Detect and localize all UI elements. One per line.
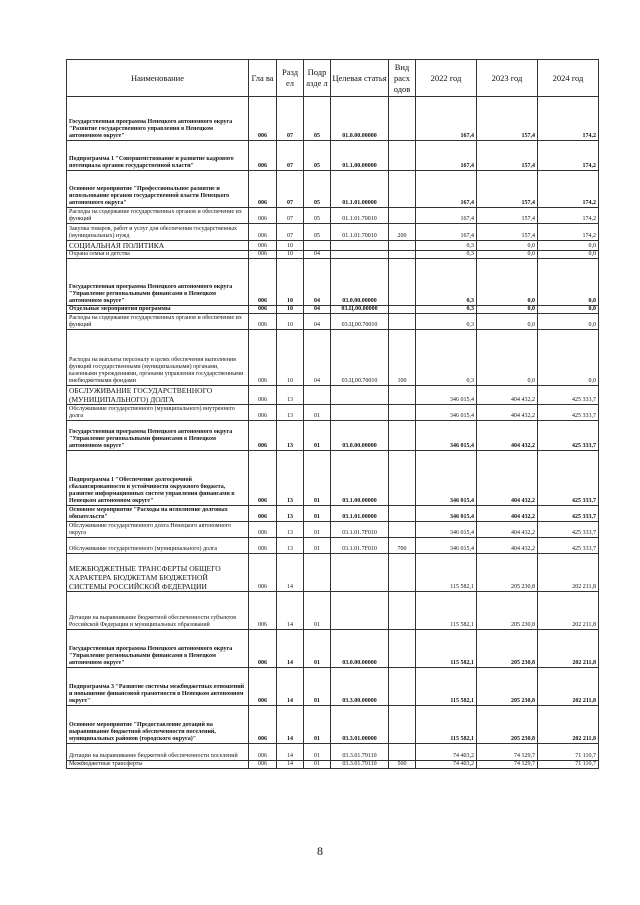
cell-y2024: 425 333,7 bbox=[538, 522, 599, 538]
cell-y2023: 0,0 bbox=[477, 306, 538, 314]
cell-y2024: 0,0 bbox=[538, 259, 599, 306]
cell-razdel: 14 bbox=[277, 744, 304, 761]
cell-y2024: 0,0 bbox=[538, 241, 599, 251]
header-razdel: Разд ел bbox=[277, 60, 304, 97]
cell-razdel: 14 bbox=[277, 668, 304, 706]
cell-podrazdel: 01 bbox=[304, 405, 331, 421]
cell-y2022: 167,4 bbox=[416, 97, 477, 141]
cell-glava: 006 bbox=[249, 761, 277, 769]
header-name: Наименование bbox=[67, 60, 249, 97]
cell-razdel: 10 bbox=[277, 330, 304, 386]
cell-y2022: 0,3 bbox=[416, 241, 477, 251]
cell-vid bbox=[389, 259, 416, 306]
table-row bbox=[67, 630, 599, 668]
table-row bbox=[67, 522, 599, 538]
cell-vid bbox=[389, 554, 416, 592]
cell-y2024: 202 211,8 bbox=[538, 706, 599, 744]
cell-glava: 006 bbox=[249, 522, 277, 538]
table-row bbox=[67, 241, 599, 251]
cell-podrazdel: 01 bbox=[304, 744, 331, 761]
cell-y2022: 167,4 bbox=[416, 171, 477, 208]
cell-y2022: 167,4 bbox=[416, 224, 477, 241]
cell-y2024: 425 333,7 bbox=[538, 506, 599, 522]
table-row bbox=[67, 386, 599, 405]
cell-razdel: 10 bbox=[277, 306, 304, 314]
cell-y2023: 157,4 bbox=[477, 171, 538, 208]
cell-y2023: 404 432,2 bbox=[477, 538, 538, 554]
cell-podrazdel: 01 bbox=[304, 592, 331, 630]
cell-y2023: 157,4 bbox=[477, 141, 538, 171]
cell-razdel: 10 bbox=[277, 259, 304, 306]
cell-vid bbox=[389, 668, 416, 706]
table-row bbox=[67, 744, 599, 761]
table-row bbox=[67, 706, 599, 744]
cell-target: 03.0.00.00000 bbox=[331, 630, 389, 668]
cell-podrazdel bbox=[304, 386, 331, 405]
cell-razdel: 13 bbox=[277, 421, 304, 451]
cell-vid bbox=[389, 97, 416, 141]
cell-glava: 006 bbox=[249, 224, 277, 241]
cell-name: Подпрограмма 1 "Совершенствование и развитие кадрового потенциала органов государственной власти" bbox=[67, 141, 249, 171]
cell-y2022: 0,3 bbox=[416, 314, 477, 330]
cell-vid: 500 bbox=[389, 761, 416, 769]
cell-glava: 006 bbox=[249, 306, 277, 314]
cell-vid: 200 bbox=[389, 224, 416, 241]
cell-target bbox=[331, 592, 389, 630]
cell-glava: 006 bbox=[249, 744, 277, 761]
cell-y2023: 404 432,2 bbox=[477, 405, 538, 421]
cell-vid bbox=[389, 592, 416, 630]
cell-name: Основное мероприятие "Предоставление дотаций на выравнивание бюджетной обеспеченности поселений, муниципальных районов (городского округа)" bbox=[67, 706, 249, 744]
cell-name: Подпрограмма 3 "Развитие системы межбюджетных отношений и повышение финансовой грамотности в Ненецком автономном округе" bbox=[67, 668, 249, 706]
cell-y2024: 174,2 bbox=[538, 171, 599, 208]
header-2024: 2024 год bbox=[538, 60, 599, 97]
cell-y2022: 115 582,1 bbox=[416, 554, 477, 592]
table-header-row bbox=[67, 60, 599, 97]
cell-glava: 006 bbox=[249, 208, 277, 224]
cell-vid bbox=[389, 744, 416, 761]
cell-name: Расходы на содержание государственных органов и обеспечение их функций bbox=[67, 208, 249, 224]
table-row bbox=[67, 330, 599, 386]
cell-y2022: 346 015,4 bbox=[416, 405, 477, 421]
table-row bbox=[67, 97, 599, 141]
cell-target: 03.3.01.00000 bbox=[331, 706, 389, 744]
cell-y2023: 205 230,8 bbox=[477, 706, 538, 744]
cell-vid bbox=[389, 522, 416, 538]
cell-razdel: 14 bbox=[277, 761, 304, 769]
cell-razdel: 07 bbox=[277, 224, 304, 241]
cell-y2023: 404 432,2 bbox=[477, 386, 538, 405]
cell-glava: 006 bbox=[249, 706, 277, 744]
table-row bbox=[67, 405, 599, 421]
cell-vid bbox=[389, 251, 416, 259]
cell-razdel: 13 bbox=[277, 451, 304, 506]
cell-target bbox=[331, 386, 389, 405]
cell-target: 03.3.01.79110 bbox=[331, 761, 389, 769]
cell-razdel: 14 bbox=[277, 706, 304, 744]
cell-glava: 006 bbox=[249, 97, 277, 141]
cell-y2023: 205 230,8 bbox=[477, 592, 538, 630]
cell-y2023: 0,0 bbox=[477, 330, 538, 386]
cell-name: Государственная программа Ненецкого автономного округа "Управление региональными финансами в Ненецком автономном округе" bbox=[67, 630, 249, 668]
table-row bbox=[67, 592, 599, 630]
cell-glava: 006 bbox=[249, 668, 277, 706]
cell-glava: 006 bbox=[249, 141, 277, 171]
cell-target: 03.1.00.00000 bbox=[331, 451, 389, 506]
cell-y2024: 71 110,7 bbox=[538, 744, 599, 761]
cell-target: 01.1.01.70010 bbox=[331, 224, 389, 241]
cell-razdel: 13 bbox=[277, 522, 304, 538]
cell-y2024: 425 333,7 bbox=[538, 538, 599, 554]
cell-razdel: 14 bbox=[277, 592, 304, 630]
cell-vid: 100 bbox=[389, 330, 416, 386]
cell-y2022: 115 582,1 bbox=[416, 592, 477, 630]
cell-y2022: 115 582,1 bbox=[416, 706, 477, 744]
cell-vid bbox=[389, 405, 416, 421]
table-row bbox=[67, 171, 599, 208]
header-vid: Вид расх одов bbox=[389, 60, 416, 97]
cell-y2023: 0,0 bbox=[477, 314, 538, 330]
table-row bbox=[67, 506, 599, 522]
cell-y2022: 346 015,4 bbox=[416, 522, 477, 538]
cell-name: Охрана семьи и детства bbox=[67, 251, 249, 259]
cell-podrazdel: 04 bbox=[304, 314, 331, 330]
cell-podrazdel: 01 bbox=[304, 706, 331, 744]
cell-y2024: 174,2 bbox=[538, 224, 599, 241]
cell-podrazdel: 01 bbox=[304, 630, 331, 668]
cell-y2023: 0,0 bbox=[477, 251, 538, 259]
cell-podrazdel: 01 bbox=[304, 421, 331, 451]
cell-y2022: 167,4 bbox=[416, 141, 477, 171]
cell-razdel: 14 bbox=[277, 630, 304, 668]
cell-vid bbox=[389, 451, 416, 506]
cell-name: Подпрограмма 1 "Обеспечение долгосрочной сбалансированности и устойчивости окружного бюджета, развитие информационных систем управления финансами в Ненецком автономном округе" bbox=[67, 451, 249, 506]
cell-y2023: 157,4 bbox=[477, 97, 538, 141]
cell-name: Государственная программа Ненецкого автономного округа "Управление региональными финансами в Ненецком автономном округе" bbox=[67, 421, 249, 451]
cell-target: 03.0.00.00000 bbox=[331, 259, 389, 306]
cell-vid bbox=[389, 171, 416, 208]
header-podrazdel: Подр азде л bbox=[304, 60, 331, 97]
table-row bbox=[67, 224, 599, 241]
cell-y2022: 0,3 bbox=[416, 330, 477, 386]
cell-razdel: 07 bbox=[277, 97, 304, 141]
cell-podrazdel bbox=[304, 554, 331, 592]
cell-name: Межбюджетные трансферты bbox=[67, 761, 249, 769]
cell-name: Обслуживание государственного долга Ненецкого автономного округа bbox=[67, 522, 249, 538]
cell-y2022: 346 015,4 bbox=[416, 506, 477, 522]
cell-y2023: 205 230,8 bbox=[477, 554, 538, 592]
cell-glava: 006 bbox=[249, 592, 277, 630]
cell-podrazdel: 01 bbox=[304, 451, 331, 506]
cell-podrazdel: 04 bbox=[304, 251, 331, 259]
cell-podrazdel: 01 bbox=[304, 506, 331, 522]
cell-y2022: 346 015,4 bbox=[416, 538, 477, 554]
cell-podrazdel: 04 bbox=[304, 330, 331, 386]
cell-y2023: 157,4 bbox=[477, 208, 538, 224]
cell-target: 03.1.01.00000 bbox=[331, 506, 389, 522]
cell-podrazdel: 05 bbox=[304, 97, 331, 141]
cell-razdel: 14 bbox=[277, 554, 304, 592]
cell-razdel: 13 bbox=[277, 538, 304, 554]
cell-y2023: 205 230,8 bbox=[477, 668, 538, 706]
cell-target bbox=[331, 405, 389, 421]
header-target: Целевая статья bbox=[331, 60, 389, 97]
cell-podrazdel: 04 bbox=[304, 259, 331, 306]
cell-name: МЕЖБЮДЖЕТНЫЕ ТРАНСФЕРТЫ ОБЩЕГО ХАРАКТЕРА БЮДЖЕТАМ БЮДЖЕТНОЙ СИСТЕМЫ РОССИЙСКОЙ ФЕДЕРАЦИИ bbox=[67, 554, 249, 592]
cell-glava: 006 bbox=[249, 405, 277, 421]
cell-glava: 006 bbox=[249, 538, 277, 554]
cell-razdel: 13 bbox=[277, 405, 304, 421]
cell-target bbox=[331, 554, 389, 592]
cell-name: СОЦИАЛЬНАЯ ПОЛИТИКА bbox=[67, 241, 249, 251]
table-row bbox=[67, 208, 599, 224]
header-2022: 2022 год bbox=[416, 60, 477, 97]
cell-razdel: 07 bbox=[277, 141, 304, 171]
cell-target: 01.0.00.00000 bbox=[331, 97, 389, 141]
cell-glava: 006 bbox=[249, 251, 277, 259]
cell-glava: 006 bbox=[249, 330, 277, 386]
cell-y2022: 0,3 bbox=[416, 259, 477, 306]
cell-podrazdel: 05 bbox=[304, 224, 331, 241]
cell-name: Дотации на выравнивание бюджетной обеспеченности субъектов Российской Федерации и муниципальных образований bbox=[67, 592, 249, 630]
cell-name: Обслуживание государственного (муниципального) внутреннего долга bbox=[67, 405, 249, 421]
cell-vid bbox=[389, 314, 416, 330]
cell-vid bbox=[389, 141, 416, 171]
cell-target: 03.3.01.79110 bbox=[331, 744, 389, 761]
cell-vid bbox=[389, 386, 416, 405]
cell-glava: 006 bbox=[249, 241, 277, 251]
cell-y2023: 404 432,2 bbox=[477, 451, 538, 506]
cell-glava: 006 bbox=[249, 314, 277, 330]
cell-razdel: 13 bbox=[277, 506, 304, 522]
cell-target: 01.1.01.70010 bbox=[331, 208, 389, 224]
table-row bbox=[67, 761, 599, 769]
table-row bbox=[67, 668, 599, 706]
cell-y2023: 0,0 bbox=[477, 259, 538, 306]
cell-y2022: 167,4 bbox=[416, 208, 477, 224]
page-number: 8 bbox=[317, 844, 323, 858]
cell-y2024: 174,2 bbox=[538, 208, 599, 224]
cell-name: Основное мероприятие "Расходы на исполнение долговых обязательств" bbox=[67, 506, 249, 522]
cell-razdel: 07 bbox=[277, 208, 304, 224]
table-row bbox=[67, 314, 599, 330]
cell-target: 03.Ц.00.70010 bbox=[331, 330, 389, 386]
cell-name: Расходы на выплаты персоналу в целях обеспечения выполнения функций государственными (муниципальными) органами, казенными учреждениями, органами управления государственными внебюджетными фондами bbox=[67, 330, 249, 386]
table-row bbox=[67, 251, 599, 259]
table-row bbox=[67, 421, 599, 451]
cell-vid bbox=[389, 506, 416, 522]
cell-podrazdel: 01 bbox=[304, 522, 331, 538]
cell-y2024: 0,0 bbox=[538, 314, 599, 330]
cell-podrazdel: 05 bbox=[304, 171, 331, 208]
cell-glava: 006 bbox=[249, 421, 277, 451]
cell-razdel: 10 bbox=[277, 314, 304, 330]
cell-podrazdel: 01 bbox=[304, 668, 331, 706]
cell-glava: 006 bbox=[249, 259, 277, 306]
cell-y2024: 0,0 bbox=[538, 251, 599, 259]
cell-target: 01.1.01.00000 bbox=[331, 171, 389, 208]
cell-y2023: 74 129,7 bbox=[477, 761, 538, 769]
budget-table-sheet bbox=[66, 59, 598, 769]
cell-name: Государственная программа Ненецкого автономного округа "Управление региональными финансами в Ненецком автономном округе" bbox=[67, 259, 249, 306]
cell-y2022: 74 403,2 bbox=[416, 761, 477, 769]
cell-vid bbox=[389, 706, 416, 744]
cell-y2022: 346 015,4 bbox=[416, 421, 477, 451]
cell-podrazdel: 04 bbox=[304, 306, 331, 314]
cell-razdel: 13 bbox=[277, 386, 304, 405]
header-2023: 2023 год bbox=[477, 60, 538, 97]
cell-target: 03.1.01.7F010 bbox=[331, 522, 389, 538]
cell-y2024: 174,2 bbox=[538, 141, 599, 171]
cell-y2024: 425 333,7 bbox=[538, 405, 599, 421]
budget-table bbox=[66, 59, 599, 769]
cell-target bbox=[331, 241, 389, 251]
cell-y2022: 115 582,1 bbox=[416, 668, 477, 706]
table-row bbox=[67, 451, 599, 506]
cell-y2023: 74 129,7 bbox=[477, 744, 538, 761]
cell-name: Закупка товаров, работ и услуг для обеспечения государственных (муниципальных) нужд bbox=[67, 224, 249, 241]
cell-vid bbox=[389, 421, 416, 451]
cell-vid bbox=[389, 630, 416, 668]
cell-name: Расходы на содержание государственных органов и обеспечение их функций bbox=[67, 314, 249, 330]
cell-y2022: 346 015,4 bbox=[416, 451, 477, 506]
cell-vid bbox=[389, 208, 416, 224]
cell-glava: 006 bbox=[249, 171, 277, 208]
cell-name: Основное мероприятие "Профессиональное развитие и использование органов государственной власти Ненецкого автономного округа" bbox=[67, 171, 249, 208]
table-row bbox=[67, 259, 599, 306]
cell-vid: 700 bbox=[389, 538, 416, 554]
cell-name: Отдельные мероприятия программы bbox=[67, 306, 249, 314]
cell-podrazdel bbox=[304, 241, 331, 251]
cell-y2024: 202 211,8 bbox=[538, 592, 599, 630]
cell-glava: 006 bbox=[249, 554, 277, 592]
cell-target: 03.3.00.00000 bbox=[331, 668, 389, 706]
cell-target bbox=[331, 251, 389, 259]
table-body bbox=[67, 97, 599, 769]
cell-y2023: 157,4 bbox=[477, 224, 538, 241]
cell-razdel: 10 bbox=[277, 251, 304, 259]
cell-vid bbox=[389, 306, 416, 314]
cell-y2023: 0,0 bbox=[477, 241, 538, 251]
cell-y2022: 74 403,2 bbox=[416, 744, 477, 761]
table-row bbox=[67, 306, 599, 314]
cell-target: 03.0.00.00000 bbox=[331, 421, 389, 451]
cell-razdel: 07 bbox=[277, 171, 304, 208]
cell-glava: 006 bbox=[249, 630, 277, 668]
header-glava: Гла ва bbox=[249, 60, 277, 97]
table-row bbox=[67, 538, 599, 554]
cell-y2024: 425 333,7 bbox=[538, 421, 599, 451]
cell-name: Дотации на выравнивание бюджетной обеспеченности поселений bbox=[67, 744, 249, 761]
cell-podrazdel: 01 bbox=[304, 538, 331, 554]
cell-podrazdel: 05 bbox=[304, 208, 331, 224]
cell-y2022: 0,3 bbox=[416, 251, 477, 259]
cell-y2024: 425 333,7 bbox=[538, 386, 599, 405]
cell-vid bbox=[389, 241, 416, 251]
cell-y2022: 115 582,1 bbox=[416, 630, 477, 668]
cell-y2024: 202 211,8 bbox=[538, 668, 599, 706]
cell-name: Обслуживание государственного (муниципального) долга bbox=[67, 538, 249, 554]
cell-y2023: 404 432,2 bbox=[477, 421, 538, 451]
cell-y2024: 202 211,8 bbox=[538, 554, 599, 592]
cell-y2024: 425 333,7 bbox=[538, 451, 599, 506]
cell-y2022: 0,3 bbox=[416, 306, 477, 314]
cell-glava: 006 bbox=[249, 506, 277, 522]
cell-y2023: 205 230,8 bbox=[477, 630, 538, 668]
cell-target: 01.1.00.00000 bbox=[331, 141, 389, 171]
cell-name: Государственная программа Ненецкого автономного округа "Развитие государственного управления в Ненецком автономном округе" bbox=[67, 97, 249, 141]
cell-target: 03.Ц.00.00000 bbox=[331, 306, 389, 314]
cell-name: ОБСЛУЖИВАНИЕ ГОСУДАРСТВЕННОГО (МУНИЦИПАЛЬНОГО) ДОЛГА bbox=[67, 386, 249, 405]
cell-glava: 006 bbox=[249, 386, 277, 405]
cell-y2024: 71 110,7 bbox=[538, 761, 599, 769]
cell-podrazdel: 01 bbox=[304, 761, 331, 769]
table-row bbox=[67, 554, 599, 592]
cell-y2024: 0,0 bbox=[538, 330, 599, 386]
cell-target: 03.1.01.7F010 bbox=[331, 538, 389, 554]
cell-y2023: 404 432,2 bbox=[477, 506, 538, 522]
cell-y2024: 0,0 bbox=[538, 306, 599, 314]
cell-y2023: 404 432,2 bbox=[477, 522, 538, 538]
cell-target: 03.Ц.00.70010 bbox=[331, 314, 389, 330]
cell-y2024: 202 211,8 bbox=[538, 630, 599, 668]
cell-razdel: 10 bbox=[277, 241, 304, 251]
cell-glava: 006 bbox=[249, 451, 277, 506]
table-row bbox=[67, 141, 599, 171]
cell-y2022: 346 015,4 bbox=[416, 386, 477, 405]
cell-y2024: 174,2 bbox=[538, 97, 599, 141]
cell-podrazdel: 05 bbox=[304, 141, 331, 171]
